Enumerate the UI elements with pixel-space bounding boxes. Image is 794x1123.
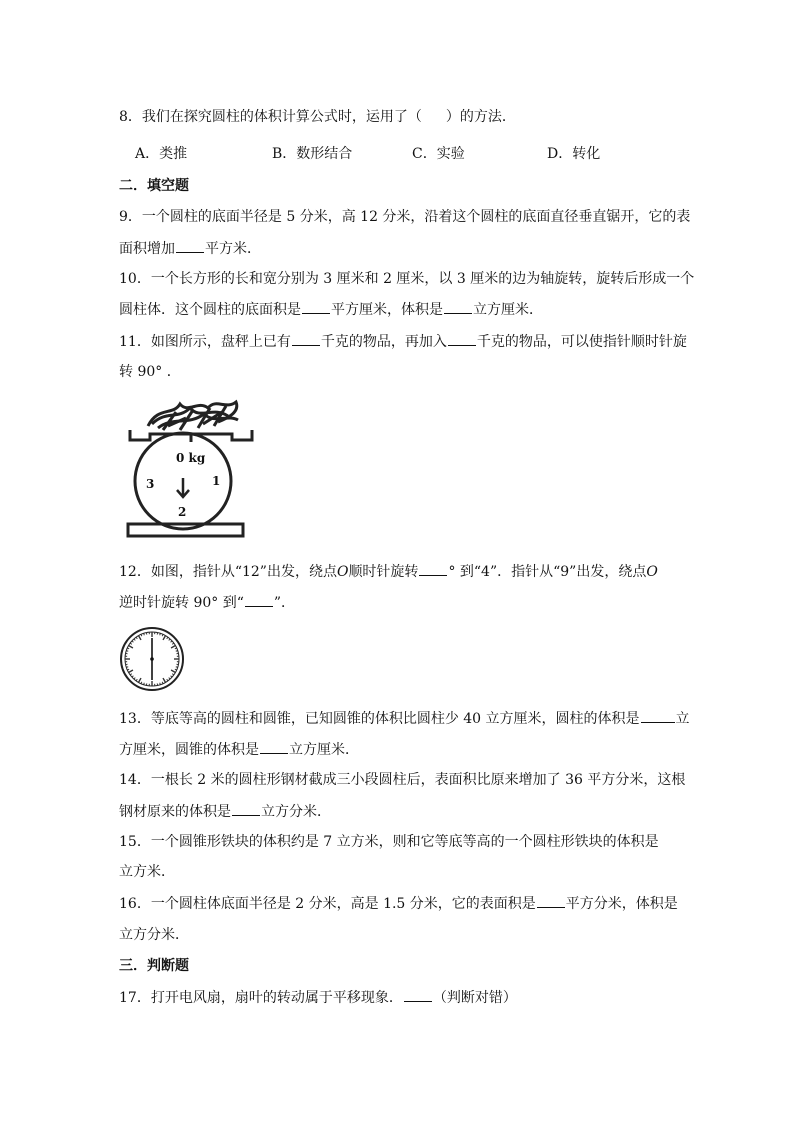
q16-line1 bbox=[119, 893, 678, 914]
q11-text-b: 千克的物品，再加入 bbox=[320, 334, 447, 350]
q12-point-o: O bbox=[336, 564, 349, 580]
q13-text-b: 立 bbox=[675, 711, 690, 727]
q8-option-c[interactable]: C．实验 bbox=[412, 146, 465, 162]
q10-text-b: 平方厘米，体积是 bbox=[331, 302, 443, 318]
q8-text-a: 8．我们在探究圆柱的体积计算公式时，运用了（ bbox=[119, 109, 422, 125]
q16-text-b: 平方分米，体积是 bbox=[565, 896, 678, 912]
section-3-title: 三．判断题 bbox=[119, 958, 189, 974]
q13-text-c: 方厘米，圆锥的体积是 bbox=[119, 742, 259, 758]
q10-text-a: 圆柱体．这个圆柱的底面积是 bbox=[119, 302, 301, 318]
question-8 bbox=[119, 107, 516, 127]
q14-line1: 14．一根长 2 米的圆柱形钢材截成三小段圆柱后，表面积比原来增加了 36 平方分米，这根 bbox=[119, 772, 686, 788]
q16-text-a: 16．一个圆柱体底面半径是 2 分米，高是 1.5 分米，它的表面积是 bbox=[119, 896, 536, 912]
q8-option-d[interactable]: D．转化 bbox=[547, 146, 601, 162]
section-2-title: 二．填空题 bbox=[119, 178, 189, 194]
q14-line2 bbox=[119, 801, 331, 822]
q8-option-a[interactable]: A．类推 bbox=[135, 146, 188, 162]
q17-blank[interactable] bbox=[404, 987, 432, 1002]
q9-text-b: 平方米． bbox=[205, 241, 261, 257]
clock-figure bbox=[119, 626, 185, 692]
scale-pointer-icon bbox=[177, 478, 189, 497]
q13-line1 bbox=[119, 708, 690, 729]
scale-figure bbox=[118, 396, 264, 546]
q12-text-c: ° 到“4”．指针从“9”出发，绕点 bbox=[448, 564, 647, 580]
q9-text-a: 面积增加 bbox=[119, 241, 175, 257]
q10-line1: 10．一个长方形的长和宽分别为 3 厘米和 2 厘米，以 3 厘米的边为轴旋转，旋转后形成一个 bbox=[119, 271, 695, 287]
q9-line1: 9．一个圆柱的底面半径是 5 分米，高 12 分米，沿着这个圆柱的底面直径垂直锯开，它的表 bbox=[119, 209, 691, 225]
q12-point-o-2: O bbox=[646, 564, 658, 580]
q14-blank[interactable] bbox=[232, 801, 260, 816]
q12-blank-2[interactable] bbox=[245, 592, 273, 607]
q8-text-b: ）的方法． bbox=[445, 109, 516, 125]
q10-text-c: 立方厘米． bbox=[473, 302, 543, 318]
q17-text-b: （判断对错） bbox=[432, 990, 517, 1006]
q13-line2 bbox=[119, 739, 359, 760]
q17-line bbox=[119, 987, 517, 1008]
q17-text-a: 17．打开电风扇，扇叶的转动属于平移现象． bbox=[119, 990, 403, 1006]
q12-blank-1[interactable] bbox=[419, 561, 447, 576]
q9-blank[interactable] bbox=[176, 238, 204, 253]
q10-blank-1[interactable] bbox=[302, 299, 330, 314]
scale-label-right: 1 bbox=[212, 474, 221, 488]
q13-blank-1[interactable] bbox=[641, 708, 675, 723]
q13-blank-2[interactable] bbox=[260, 739, 288, 754]
q14-text-b: 立方分米． bbox=[261, 804, 331, 820]
q9-line2 bbox=[119, 238, 261, 259]
q12-text-a: 12．如图，指针从“12”出发，绕点 bbox=[119, 564, 337, 580]
q11-blank-2[interactable] bbox=[448, 331, 476, 346]
q14-text-a: 钢材原来的体积是 bbox=[119, 804, 231, 820]
q11-blank-1[interactable] bbox=[292, 331, 320, 346]
scale-label-top: 0 kg bbox=[176, 451, 206, 465]
q16-blank[interactable] bbox=[537, 893, 565, 908]
q15-line2: 立方米． bbox=[119, 864, 175, 880]
q12-text-e: ”． bbox=[273, 595, 296, 611]
scale-object-icon bbox=[148, 402, 238, 430]
q12-line2 bbox=[119, 592, 295, 613]
q10-line2 bbox=[119, 299, 543, 320]
q11-line2: 转 90° ． bbox=[119, 364, 181, 380]
q12-text-d: 逆时针旋转 90° 到“ bbox=[119, 595, 244, 611]
q13-text-a: 13．等底等高的圆柱和圆锥，已知圆锥的体积比圆柱少 40 立方厘米，圆柱的体积是 bbox=[119, 711, 640, 727]
q12-line1 bbox=[119, 561, 658, 582]
q10-blank-2[interactable] bbox=[444, 299, 472, 314]
q11-text-c: 千克的物品，可以使指针顺时针旋 bbox=[476, 334, 687, 350]
q8-option-b[interactable]: B．数形结合 bbox=[272, 146, 353, 162]
q12-text-b: 顺时针旋转 bbox=[348, 564, 419, 580]
q11-line1 bbox=[119, 331, 687, 352]
q16-line2: 立方分米． bbox=[119, 927, 189, 943]
q15-line1: 15．一个圆锥形铁块的体积约是 7 立方米，则和它等底等高的一个圆柱形铁块的体积是 bbox=[119, 834, 659, 850]
scale-label-bottom: 2 bbox=[178, 505, 187, 519]
q13-text-d: 立方厘米． bbox=[289, 742, 359, 758]
scale-label-left: 3 bbox=[146, 477, 155, 491]
q11-text-a: 11．如图所示，盘秤上已有 bbox=[119, 334, 291, 350]
